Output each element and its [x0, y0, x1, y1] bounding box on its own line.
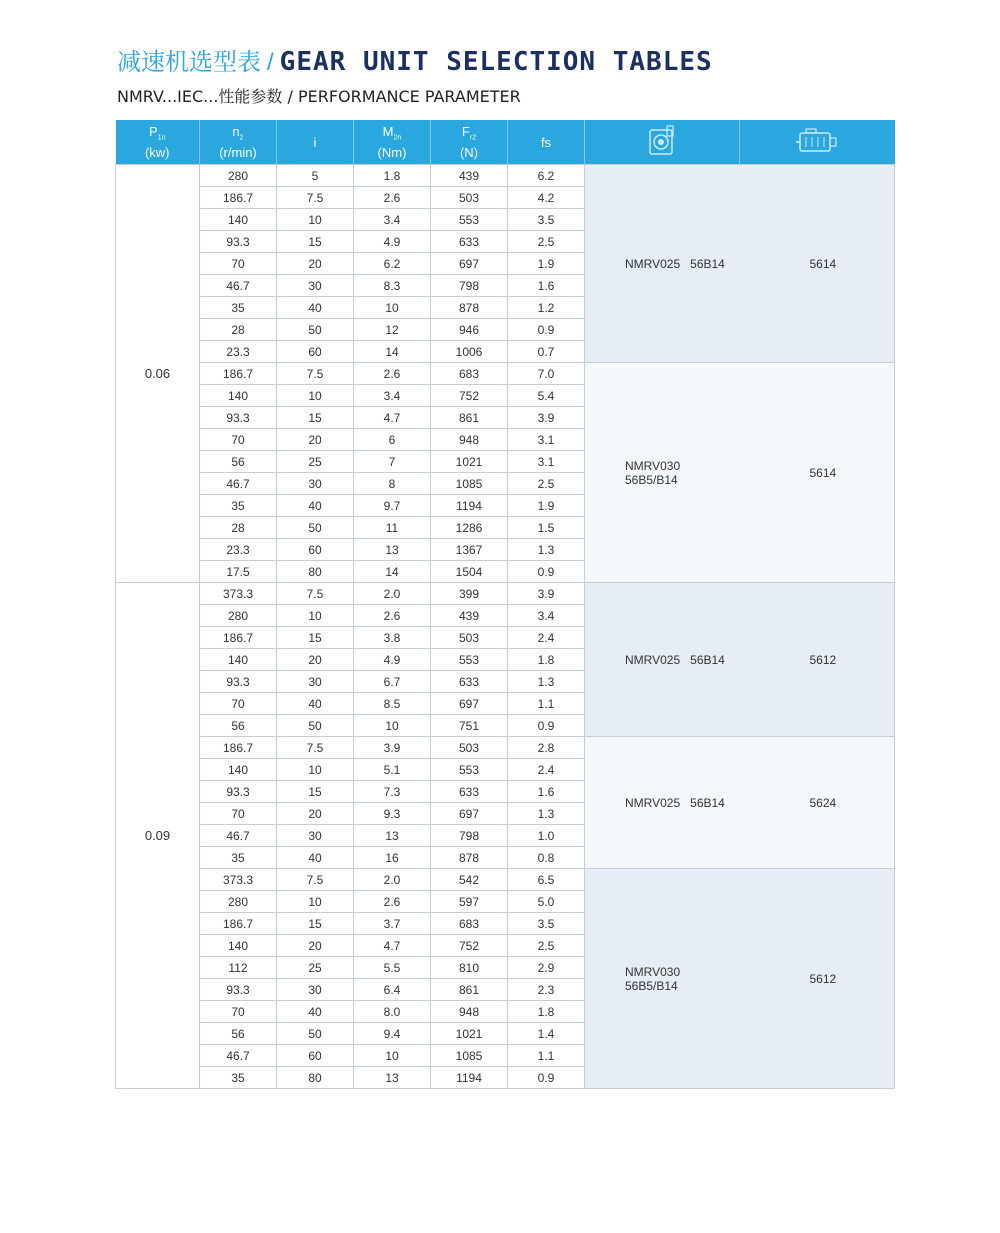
- service-factor-cell: 1.4: [508, 1023, 585, 1045]
- ratio-cell: 15: [277, 627, 354, 649]
- header-torque: $M_{2n}$ (Nm): [354, 120, 431, 165]
- service-factor-cell: 1.9: [508, 495, 585, 517]
- speed-cell: 35: [200, 1067, 277, 1089]
- radial-load-cell: 633: [431, 781, 508, 803]
- speed-cell: 112: [200, 957, 277, 979]
- title-en: GEAR UNIT SELECTION TABLES: [279, 47, 713, 77]
- ratio-cell: 60: [277, 539, 354, 561]
- radial-load-cell: 503: [431, 737, 508, 759]
- radial-load-cell: 553: [431, 209, 508, 231]
- torque-cell: 3.9: [354, 737, 431, 759]
- gear-unit-model: NMRV025: [625, 795, 681, 810]
- service-factor-cell: 4.2: [508, 187, 585, 209]
- service-factor-cell: 1.2: [508, 297, 585, 319]
- radial-load-cell: 1367: [431, 539, 508, 561]
- ratio-cell: 10: [277, 605, 354, 627]
- service-factor-cell: 2.5: [508, 935, 585, 957]
- motor-icon: [794, 126, 840, 156]
- torque-cell: 13: [354, 825, 431, 847]
- service-factor-cell: 2.3: [508, 979, 585, 1001]
- service-factor-cell: 7.0: [508, 363, 585, 385]
- speed-cell: 56: [200, 1023, 277, 1045]
- ratio-cell: 40: [277, 693, 354, 715]
- ratio-cell: 50: [277, 517, 354, 539]
- header-service-factor: fs: [508, 120, 585, 165]
- speed-cell: 70: [200, 253, 277, 275]
- radial-load-cell: 439: [431, 165, 508, 187]
- torque-cell: 4.9: [354, 649, 431, 671]
- torque-cell: 6: [354, 429, 431, 451]
- speed-cell: 373.3: [200, 869, 277, 891]
- flange-type: 56B5/B14: [625, 978, 678, 993]
- speed-cell: 56: [200, 451, 277, 473]
- torque-cell: 4.7: [354, 407, 431, 429]
- speed-cell: 93.3: [200, 979, 277, 1001]
- header-power: $P_{1n}$ (kw): [116, 120, 200, 165]
- table-body: [116, 165, 895, 1089]
- radial-load-cell: 810: [431, 957, 508, 979]
- flange-type: 56B14: [690, 795, 725, 810]
- speed-cell: 93.3: [200, 407, 277, 429]
- ratio-cell: 7.5: [277, 583, 354, 605]
- service-factor-cell: 3.4: [508, 605, 585, 627]
- speed-cell: 46.7: [200, 1045, 277, 1067]
- ratio-cell: 15: [277, 231, 354, 253]
- service-factor-cell: 0.9: [508, 1067, 585, 1089]
- gear-unit-model: NMRV030: [625, 458, 681, 473]
- ratio-cell: 7.5: [277, 187, 354, 209]
- header-motor: [740, 120, 895, 165]
- radial-load-cell: 948: [431, 1001, 508, 1023]
- torque-cell: 5.1: [354, 759, 431, 781]
- torque-cell: 1.8: [354, 165, 431, 187]
- service-factor-cell: 5.0: [508, 891, 585, 913]
- speed-cell: 280: [200, 891, 277, 913]
- ratio-cell: 10: [277, 891, 354, 913]
- torque-cell: 4.7: [354, 935, 431, 957]
- speed-cell: 35: [200, 297, 277, 319]
- ratio-cell: 25: [277, 957, 354, 979]
- service-factor-cell: 1.8: [508, 1001, 585, 1023]
- ratio-cell: 7.5: [277, 737, 354, 759]
- radial-load-cell: 503: [431, 187, 508, 209]
- title-cn: 减速机选型表: [117, 48, 261, 76]
- radial-load-cell: 633: [431, 231, 508, 253]
- torque-cell: 13: [354, 539, 431, 561]
- service-factor-cell: 0.9: [508, 715, 585, 737]
- torque-cell: 9.3: [354, 803, 431, 825]
- flange-type: 56B14: [690, 652, 725, 667]
- radial-load-cell: 399: [431, 583, 508, 605]
- radial-load-cell: 948: [431, 429, 508, 451]
- speed-cell: 17.5: [200, 561, 277, 583]
- radial-load-cell: 752: [431, 385, 508, 407]
- ratio-cell: 5: [277, 165, 354, 187]
- gear-unit-cell: [585, 165, 740, 363]
- motor-type-cell: 5624: [740, 737, 895, 869]
- service-factor-cell: 1.8: [508, 649, 585, 671]
- motor-type-cell: 5612: [740, 869, 895, 1089]
- radial-load-cell: 503: [431, 627, 508, 649]
- speed-cell: 280: [200, 165, 277, 187]
- torque-cell: 2.0: [354, 869, 431, 891]
- speed-cell: 186.7: [200, 363, 277, 385]
- torque-cell: 13: [354, 1067, 431, 1089]
- ratio-cell: 10: [277, 759, 354, 781]
- service-factor-cell: 3.1: [508, 429, 585, 451]
- ratio-cell: 60: [277, 1045, 354, 1067]
- speed-cell: 140: [200, 385, 277, 407]
- speed-cell: 46.7: [200, 473, 277, 495]
- torque-cell: 7.3: [354, 781, 431, 803]
- speed-cell: 186.7: [200, 187, 277, 209]
- ratio-cell: 30: [277, 275, 354, 297]
- radial-load-cell: 752: [431, 935, 508, 957]
- ratio-cell: 15: [277, 913, 354, 935]
- torque-cell: 8: [354, 473, 431, 495]
- speed-cell: 140: [200, 935, 277, 957]
- page-title: [117, 44, 713, 80]
- ratio-cell: 10: [277, 385, 354, 407]
- table-header-row: [116, 120, 895, 165]
- ratio-cell: 10: [277, 209, 354, 231]
- radial-load-cell: 946: [431, 319, 508, 341]
- speed-cell: 186.7: [200, 627, 277, 649]
- header-gearbox: [585, 120, 740, 165]
- torque-cell: 10: [354, 297, 431, 319]
- ratio-cell: 7.5: [277, 363, 354, 385]
- ratio-cell: 40: [277, 495, 354, 517]
- speed-cell: 280: [200, 605, 277, 627]
- speed-cell: 56: [200, 715, 277, 737]
- service-factor-cell: 2.5: [508, 231, 585, 253]
- speed-cell: 35: [200, 495, 277, 517]
- radial-load-cell: 633: [431, 671, 508, 693]
- service-factor-cell: 0.7: [508, 341, 585, 363]
- ratio-cell: 25: [277, 451, 354, 473]
- radial-load-cell: 1286: [431, 517, 508, 539]
- ratio-cell: 30: [277, 473, 354, 495]
- radial-load-cell: 1085: [431, 473, 508, 495]
- speed-cell: 46.7: [200, 275, 277, 297]
- gear-unit-model: NMRV025: [625, 652, 681, 667]
- speed-cell: 140: [200, 649, 277, 671]
- torque-cell: 3.7: [354, 913, 431, 935]
- speed-cell: 186.7: [200, 737, 277, 759]
- speed-cell: 46.7: [200, 825, 277, 847]
- table-row: [116, 165, 895, 187]
- ratio-cell: 40: [277, 297, 354, 319]
- speed-cell: 140: [200, 759, 277, 781]
- torque-cell: 2.6: [354, 605, 431, 627]
- gear-unit-cell: [585, 363, 740, 583]
- speed-cell: 93.3: [200, 231, 277, 253]
- service-factor-cell: 1.6: [508, 275, 585, 297]
- radial-load-cell: 683: [431, 913, 508, 935]
- ratio-cell: 60: [277, 341, 354, 363]
- ratio-cell: 20: [277, 649, 354, 671]
- radial-load-cell: 878: [431, 847, 508, 869]
- service-factor-cell: 1.6: [508, 781, 585, 803]
- ratio-cell: 7.5: [277, 869, 354, 891]
- torque-cell: 7: [354, 451, 431, 473]
- service-factor-cell: 2.4: [508, 759, 585, 781]
- flange-type: 56B14: [690, 256, 725, 271]
- torque-cell: 10: [354, 1045, 431, 1067]
- speed-cell: 93.3: [200, 671, 277, 693]
- ratio-cell: 20: [277, 935, 354, 957]
- service-factor-cell: 1.5: [508, 517, 585, 539]
- radial-load-cell: 1194: [431, 1067, 508, 1089]
- service-factor-cell: 3.1: [508, 451, 585, 473]
- torque-cell: 5.5: [354, 957, 431, 979]
- service-factor-cell: 1.3: [508, 539, 585, 561]
- service-factor-cell: 3.9: [508, 583, 585, 605]
- radial-load-cell: 542: [431, 869, 508, 891]
- ratio-cell: 80: [277, 561, 354, 583]
- torque-cell: 3.4: [354, 385, 431, 407]
- radial-load-cell: 697: [431, 803, 508, 825]
- radial-load-cell: 1194: [431, 495, 508, 517]
- torque-cell: 2.6: [354, 187, 431, 209]
- torque-cell: 8.3: [354, 275, 431, 297]
- table-row: [116, 363, 895, 385]
- header-speed: $n_2$ (r/min): [200, 120, 277, 165]
- gear-unit-cell: [585, 583, 740, 737]
- service-factor-cell: 1.1: [508, 1045, 585, 1067]
- service-factor-cell: 6.2: [508, 165, 585, 187]
- torque-cell: 10: [354, 715, 431, 737]
- speed-cell: 28: [200, 517, 277, 539]
- radial-load-cell: 553: [431, 759, 508, 781]
- ratio-cell: 15: [277, 781, 354, 803]
- service-factor-cell: 2.4: [508, 627, 585, 649]
- torque-cell: 14: [354, 341, 431, 363]
- service-factor-cell: 5.4: [508, 385, 585, 407]
- torque-cell: 9.7: [354, 495, 431, 517]
- ratio-cell: 20: [277, 253, 354, 275]
- speed-cell: 28: [200, 319, 277, 341]
- speed-cell: 70: [200, 803, 277, 825]
- speed-cell: 140: [200, 209, 277, 231]
- radial-load-cell: 861: [431, 979, 508, 1001]
- ratio-cell: 15: [277, 407, 354, 429]
- service-factor-cell: 1.3: [508, 803, 585, 825]
- service-factor-cell: 0.9: [508, 561, 585, 583]
- table-row: [116, 583, 895, 605]
- speed-cell: 70: [200, 429, 277, 451]
- ratio-cell: 30: [277, 671, 354, 693]
- service-factor-cell: 3.5: [508, 913, 585, 935]
- torque-cell: 12: [354, 319, 431, 341]
- service-factor-cell: 0.8: [508, 847, 585, 869]
- radial-load-cell: 798: [431, 825, 508, 847]
- service-factor-cell: 6.5: [508, 869, 585, 891]
- service-factor-cell: 3.9: [508, 407, 585, 429]
- speed-cell: 70: [200, 1001, 277, 1023]
- torque-cell: 9.4: [354, 1023, 431, 1045]
- ratio-cell: 40: [277, 847, 354, 869]
- radial-load-cell: 878: [431, 297, 508, 319]
- flange-type: 56B5/B14: [625, 472, 678, 487]
- speed-cell: 35: [200, 847, 277, 869]
- torque-cell: 14: [354, 561, 431, 583]
- service-factor-cell: 1.0: [508, 825, 585, 847]
- torque-cell: 4.9: [354, 231, 431, 253]
- service-factor-cell: 1.3: [508, 671, 585, 693]
- service-factor-cell: 1.1: [508, 693, 585, 715]
- ratio-cell: 80: [277, 1067, 354, 1089]
- service-factor-cell: 1.9: [508, 253, 585, 275]
- radial-load-cell: 697: [431, 253, 508, 275]
- torque-cell: 8.5: [354, 693, 431, 715]
- torque-cell: 11: [354, 517, 431, 539]
- ratio-cell: 50: [277, 1023, 354, 1045]
- speed-cell: 23.3: [200, 341, 277, 363]
- radial-load-cell: 1021: [431, 451, 508, 473]
- radial-load-cell: 861: [431, 407, 508, 429]
- gear-unit-model: NMRV030: [625, 964, 681, 979]
- gear-unit-cell: [585, 869, 740, 1089]
- radial-load-cell: 683: [431, 363, 508, 385]
- ratio-cell: 20: [277, 803, 354, 825]
- service-factor-cell: 2.8: [508, 737, 585, 759]
- ratio-cell: 50: [277, 715, 354, 737]
- radial-load-cell: 597: [431, 891, 508, 913]
- gear-unit-cell: [585, 737, 740, 869]
- service-factor-cell: 2.5: [508, 473, 585, 495]
- gear-unit-model: NMRV025: [625, 256, 681, 271]
- table-row: [116, 737, 895, 759]
- speed-cell: 23.3: [200, 539, 277, 561]
- torque-cell: 3.4: [354, 209, 431, 231]
- ratio-cell: 40: [277, 1001, 354, 1023]
- torque-cell: 6.2: [354, 253, 431, 275]
- radial-load-cell: 553: [431, 649, 508, 671]
- performance-table: [115, 120, 895, 1089]
- motor-type-cell: 5612: [740, 583, 895, 737]
- power-cell: 0.06: [116, 165, 200, 583]
- torque-cell: 2.6: [354, 363, 431, 385]
- ratio-cell: 50: [277, 319, 354, 341]
- motor-type-cell: 5614: [740, 363, 895, 583]
- page-subtitle: NMRV...IEC...性能参数 / PERFORMANCE PARAMETER: [117, 87, 521, 106]
- radial-load-cell: 1021: [431, 1023, 508, 1045]
- radial-load-cell: 798: [431, 275, 508, 297]
- worm-gearbox-icon: [647, 124, 677, 158]
- speed-cell: 70: [200, 693, 277, 715]
- service-factor-cell: 0.9: [508, 319, 585, 341]
- torque-cell: 16: [354, 847, 431, 869]
- torque-cell: 8.0: [354, 1001, 431, 1023]
- table-row: [116, 869, 895, 891]
- speed-cell: 93.3: [200, 781, 277, 803]
- header-ratio: i: [277, 120, 354, 165]
- speed-cell: 186.7: [200, 913, 277, 935]
- speed-cell: 373.3: [200, 583, 277, 605]
- radial-load-cell: 1085: [431, 1045, 508, 1067]
- radial-load-cell: 697: [431, 693, 508, 715]
- power-cell: 0.09: [116, 583, 200, 1089]
- radial-load-cell: 1006: [431, 341, 508, 363]
- title-slash: /: [267, 49, 274, 76]
- service-factor-cell: 2.9: [508, 957, 585, 979]
- radial-load-cell: 751: [431, 715, 508, 737]
- torque-cell: 2.0: [354, 583, 431, 605]
- ratio-cell: 20: [277, 429, 354, 451]
- ratio-cell: 30: [277, 979, 354, 1001]
- header-radial-load: $F_{r2}$ (N): [431, 120, 508, 165]
- torque-cell: 3.8: [354, 627, 431, 649]
- motor-type-cell: 5614: [740, 165, 895, 363]
- radial-load-cell: 1504: [431, 561, 508, 583]
- torque-cell: 6.7: [354, 671, 431, 693]
- radial-load-cell: 439: [431, 605, 508, 627]
- torque-cell: 6.4: [354, 979, 431, 1001]
- service-factor-cell: 3.5: [508, 209, 585, 231]
- ratio-cell: 30: [277, 825, 354, 847]
- torque-cell: 2.6: [354, 891, 431, 913]
